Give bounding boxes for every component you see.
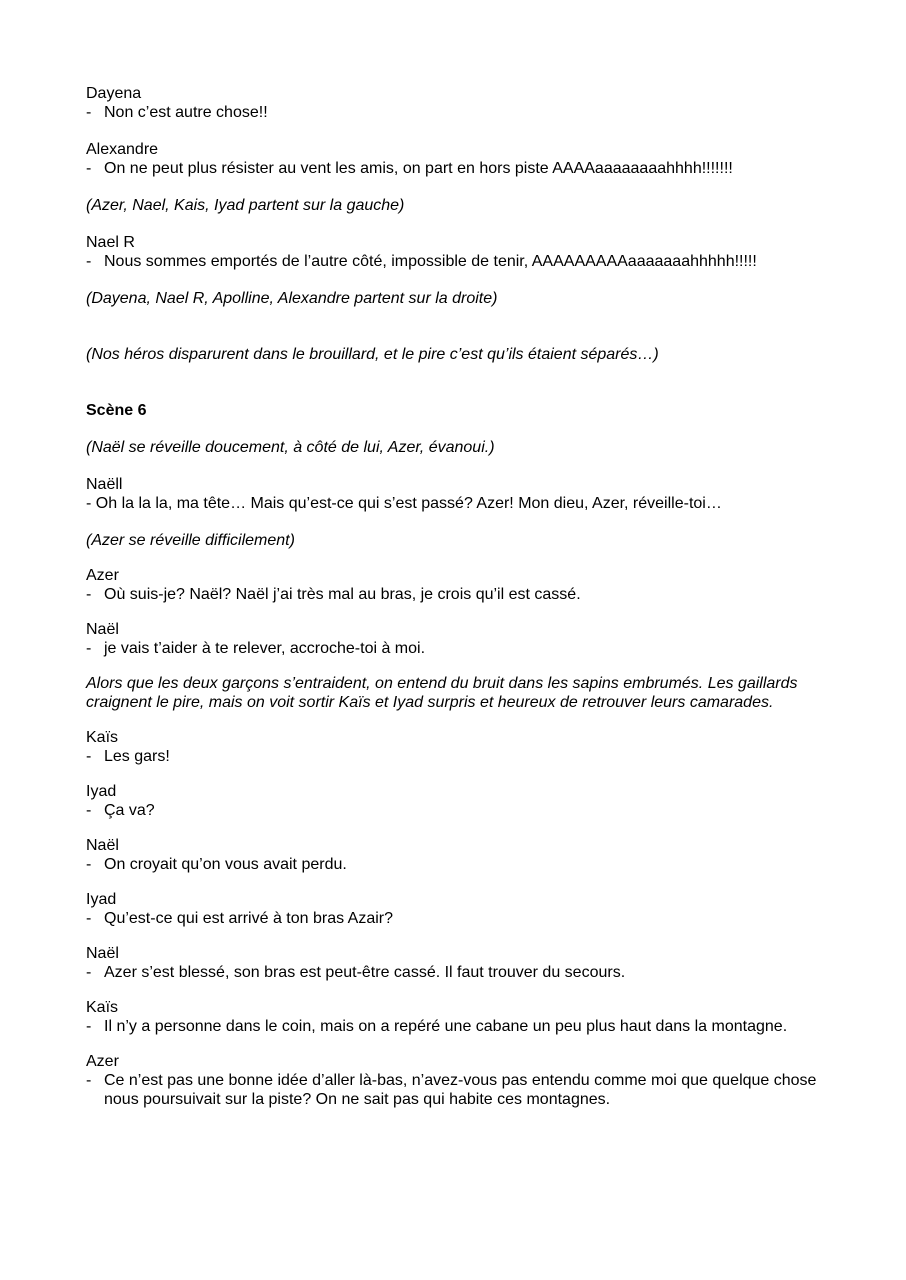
dialogue-text: Il n’y a personne dans le coin, mais on a repéré une cabane un peu plus haut dans la montagne.: [104, 1018, 788, 1035]
stage-direction: (Azer se réveille difficilement): [86, 532, 295, 549]
dash-marker: -: [86, 253, 92, 270]
dash-marker: -: [86, 802, 92, 819]
dialogue-line: [86, 1017, 826, 1036]
speaker-name: Naël: [86, 945, 119, 962]
speaker-name: Naëll: [86, 476, 123, 493]
speaker-name: Alexandre: [86, 141, 159, 158]
speaker-name: Nael R: [86, 234, 135, 251]
dialogue-line: [86, 639, 826, 658]
speaker-name: Naël: [86, 621, 119, 638]
speaker-name: Azer: [86, 1053, 119, 1070]
dialogue-block: [86, 140, 826, 178]
dialogue-block: [86, 1052, 826, 1109]
stage-direction: (Dayena, Nael R, Apolline, Alexandre partent sur la droite): [86, 290, 498, 307]
dialogue-text: Les gars!: [104, 748, 170, 765]
speaker-name: Iyad: [86, 783, 117, 800]
dialogue-block: [86, 782, 826, 820]
dialogue-block: [86, 620, 826, 658]
dash-marker: -: [86, 1018, 92, 1035]
dialogue-text: Azer s’est blessé, son bras est peut-être cassé. Il faut trouver du secours.: [104, 964, 626, 981]
dialogue-line: [86, 159, 826, 178]
dash-marker: -: [86, 160, 92, 177]
dialogue-text: Où suis-je? Naël? Naël j’ai très mal au bras, je crois qu’il est cassé.: [104, 586, 581, 603]
dialogue-line: [86, 747, 826, 766]
speaker-name: Dayena: [86, 85, 142, 102]
scene-heading: Scène 6: [86, 402, 147, 419]
dialogue-line: [86, 494, 826, 513]
stage-direction: Alors que les deux garçons s’entraident, on entend du bruit dans les sapins embrumés. Les gaillards craignent le pire, mais on voit sortir Kaïs et Iyad surpris et heureux de retrouver leurs camarades.: [86, 675, 798, 711]
dialogue-text: Qu’est-ce qui est arrivé à ton bras Azair?: [104, 910, 394, 927]
dash-marker: -: [86, 748, 92, 765]
dialogue-text: Ce n’est pas une bonne idée d’aller là-bas, n’avez-vous pas entendu comme moi que quelque chose nous poursuivait sur la piste? On ne sait pas qui habite ces montagnes.: [104, 1072, 817, 1108]
dialogue-line: [86, 801, 826, 820]
dash-marker: -: [86, 640, 92, 657]
dialogue-block: [86, 890, 826, 928]
dash-marker: -: [86, 910, 92, 927]
speaker-name: Iyad: [86, 891, 117, 908]
dash-marker: -: [86, 586, 92, 603]
dialogue-block: [86, 998, 826, 1036]
dialogue-block: [86, 728, 826, 766]
dialogue-block: [86, 233, 826, 271]
dialogue-line: [86, 855, 826, 874]
dash-marker: -: [86, 104, 92, 121]
dialogue-line: [86, 1071, 826, 1109]
dialogue-text: Non c’est autre chose!!: [104, 104, 268, 121]
dialogue-text: On ne peut plus résister au vent les amis, on part en hors piste AAAAaaaaaaaahhhh!!!!!!!: [104, 160, 733, 177]
dialogue-text: - Oh la la la, ma tête… Mais qu’est-ce qui s’est passé? Azer! Mon dieu, Azer, réveille-toi…: [86, 495, 722, 512]
speaker-name: Kaïs: [86, 729, 119, 746]
stage-direction: (Nos héros disparurent dans le brouillard, et le pire c’est qu’ils étaient séparés…): [86, 346, 659, 363]
dialogue-text: Ça va?: [104, 802, 155, 819]
speaker-name: Naël: [86, 837, 119, 854]
dialogue-text: Nous sommes emportés de l’autre côté, impossible de tenir, AAAAAAAAAaaaaaaahhhhh!!!!!: [104, 253, 757, 270]
dash-marker: -: [86, 964, 92, 981]
dialogue-block: [86, 84, 826, 122]
dash-marker: -: [86, 856, 92, 873]
script-page-body: [86, 84, 826, 1109]
dialogue-text: je vais t’aider à te relever, accroche-toi à moi.: [104, 640, 426, 657]
dialogue-text: On croyait qu’on vous avait perdu.: [104, 856, 347, 873]
speaker-name: Kaïs: [86, 999, 119, 1016]
dialogue-line: [86, 252, 826, 271]
dialogue-block: [86, 836, 826, 874]
dialogue-line: [86, 963, 826, 982]
dialogue-block: [86, 944, 826, 982]
speaker-name: Azer: [86, 567, 119, 584]
dialogue-block: [86, 475, 826, 513]
dialogue-line: [86, 103, 826, 122]
dialogue-line: [86, 585, 826, 604]
dash-marker: -: [86, 1072, 92, 1089]
dialogue-block: [86, 566, 826, 604]
stage-direction: (Azer, Nael, Kais, Iyad partent sur la gauche): [86, 197, 405, 214]
dialogue-line: [86, 909, 826, 928]
stage-direction: (Naël se réveille doucement, à côté de lui, Azer, évanoui.): [86, 439, 495, 456]
